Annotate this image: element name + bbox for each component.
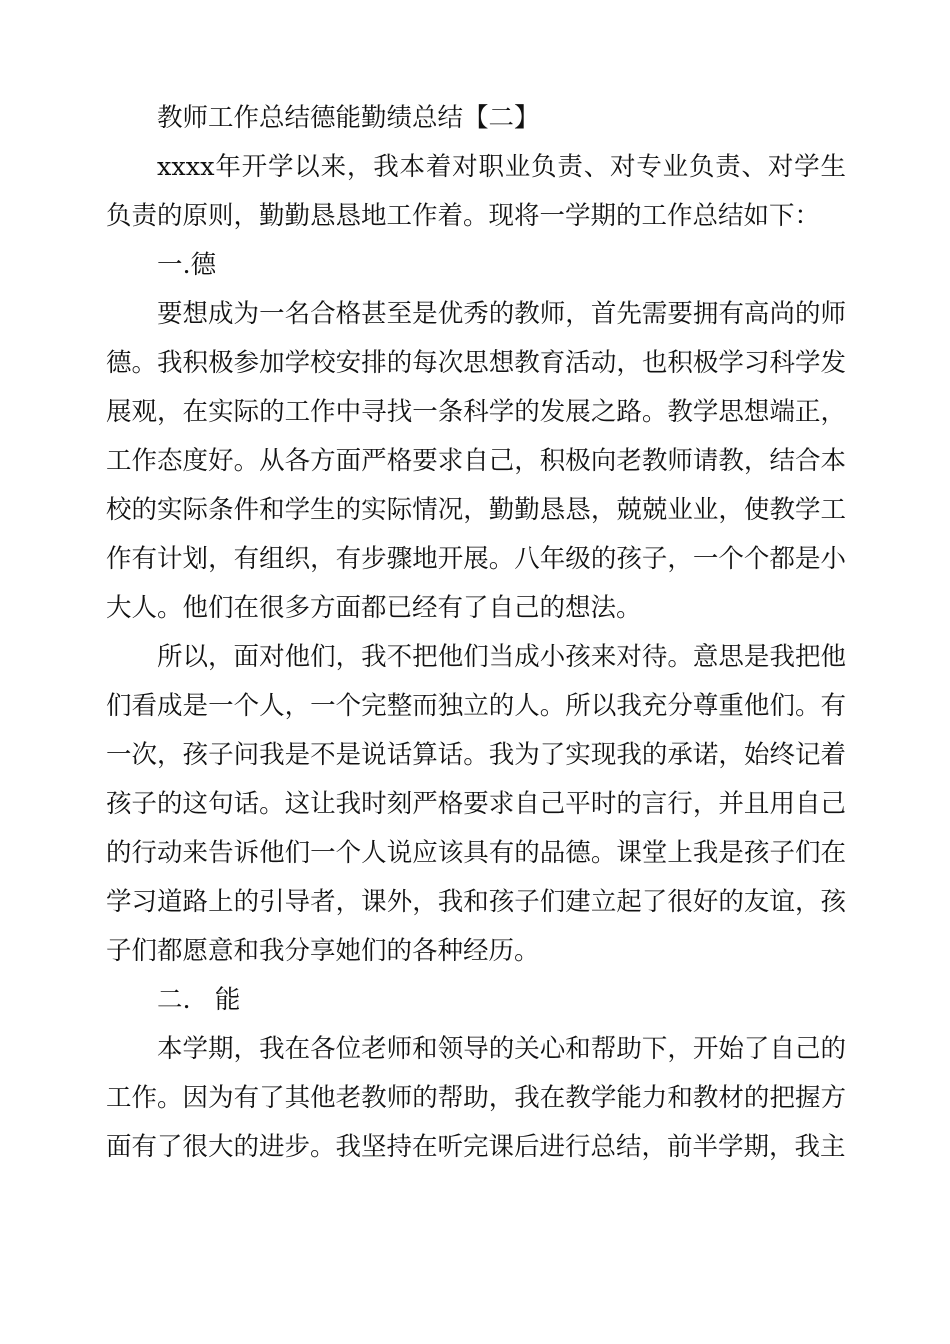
paragraph-ability-1: 本学期，我在各位老师和领导的关心和帮助下，开始了自己的工作。因为有了其他老教师的帮助，我在教学能力和教材的把握方面有了很大的进步。我坚持在听完课后进行总结，前半学期，我主 <box>106 1034 846 1162</box>
section-heading-ability: 二. 能 <box>157 985 241 1015</box>
paragraph-virtue-1: 要想成为一名合格甚至是优秀的教师，首先需要拥有高尚的师德。我积极参加学校安排的每次思想教育活动，也积极学习科学发展观，在实际的工作中寻找一条科学的发展之路。教学思想端正，工作态度好。从各方面严格要求自己，积极向老教师请教，结合本校的实际条件和学生的实际情况，勤勤恳恳，兢兢业业，使教学工作有计划，有组织，有步骤地开展。八年级的孩子，一个个都是小大人。他们在很多方面都已经有了自己的想法。 <box>106 299 846 623</box>
document-title: 教师工作总结德能勤绩总结【二】 <box>157 103 540 133</box>
section-heading-virtue: 一.德 <box>157 250 217 280</box>
document-body <box>106 94 846 1172</box>
paragraph-virtue-2: 所以，面对他们，我不把他们当成小孩来对待。意思是我把他们看成是一个人，一个完整而独立的人。所以我充分尊重他们。有一次，孩子问我是不是说话算话。我为了实现我的承诺，始终记着孩子的这句话。这让我时刻严格要求自己平时的言行，并且用自己的行动来告诉他们一个人说应该具有的品德。课堂上我是孩子们在学习道路上的引导者，课外，我和孩子们建立起了很好的友谊，孩子们都愿意和我分享她们的各种经历。 <box>106 642 846 966</box>
paragraph-intro: xxxx年开学以来，我本着对职业负责、对专业负责、对学生负责的原则，勤勤恳恳地工作着。现将一学期的工作总结如下： <box>106 152 846 231</box>
